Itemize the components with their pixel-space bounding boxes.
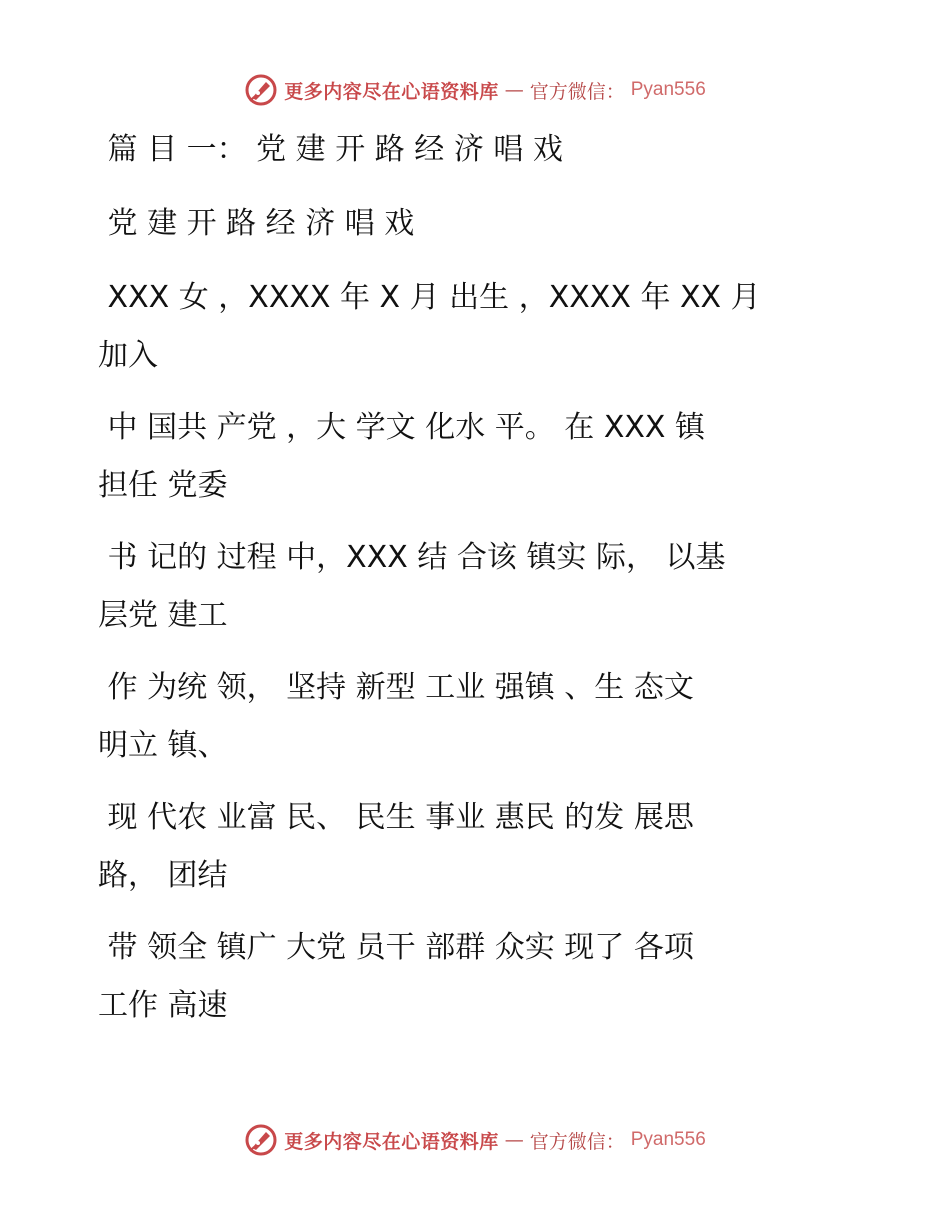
paragraph-line: 作 为统 领， 坚持 新型 工业 强镇 、生 态文 [98,670,694,705]
footer-banner [0,1120,950,1160]
document-body [98,120,858,1048]
banner-title: 更多内容尽在心语资料库 [284,80,499,103]
paragraph-line: 带 领全 镇广 大党 员干 部群 众实 现了 各项 [98,930,694,965]
paragraph-line: 中 国共 产党 ，大 学文 化水 平。 在 XXX 镇 [98,410,706,445]
banner-wechat-label: 官方微信： [529,80,625,103]
paragraph-line: 路， 团结 [98,858,228,893]
pen-nib-logo-icon [244,1123,278,1157]
paragraph-line: 加入 [98,338,158,373]
pen-nib-logo-icon [244,73,278,107]
paragraph-line: 现 代农 业富 民、 民生 事业 惠民 的发 展思 [98,800,694,835]
banner-wechat-id: Pyan556 [630,1129,706,1150]
banner-dash: — [504,79,524,101]
paragraph-line: 层党 建工 [98,598,228,633]
paragraph-line: 明立 镇、 [98,728,228,763]
banner-title: 更多内容尽在心语资料库 [284,1130,499,1153]
paragraph-line: XXX 女 ，XXXX 年 X 月 出生 ，XXXX 年 XX 月 [98,280,761,315]
section-heading: 篇 目 一： 党 建 开 路 经 济 唱 戏 [98,132,563,167]
paragraph-line: 工作 高速 [98,988,228,1023]
paragraph-line: 书 记的 过程 中，XXX 结 合该 镇实 际， 以基 [98,540,726,575]
banner-content [244,1123,706,1157]
banner-wechat-label: 官方微信： [529,1130,625,1153]
banner-dash: — [504,1129,524,1151]
banner-content [244,73,706,107]
article-title: 党 建 开 路 经 济 唱 戏 [98,206,415,241]
header-banner [0,70,950,110]
banner-wechat-id: Pyan556 [630,79,706,100]
paragraph-line: 担任 党委 [98,468,228,503]
